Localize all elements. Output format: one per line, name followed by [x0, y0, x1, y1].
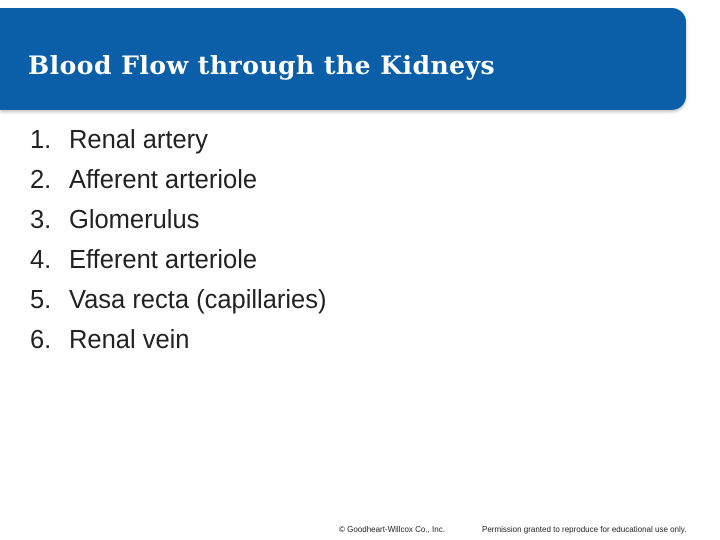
list-item-number: 4.: [30, 246, 52, 274]
list-item-number: 2.: [30, 166, 52, 194]
list-item-number: 1.: [30, 126, 52, 154]
list-item-number: 3.: [30, 206, 52, 234]
list-item-text: Efferent arteriole: [69, 246, 258, 274]
list-item-text: Renal artery: [69, 126, 208, 154]
list-item-text: Afferent arteriole: [69, 166, 258, 194]
title-banner: [0, 8, 686, 110]
list-item-number: 6.: [30, 326, 52, 354]
list-item-text: Glomerulus: [69, 206, 200, 234]
list-item-text: Renal vein: [69, 326, 190, 354]
footer-copyright: © Goodheart-Willcox Co., Inc.: [339, 525, 445, 534]
list-item-number: 5.: [30, 286, 52, 314]
footer-permission: Permission granted to reproduce for educational use only.: [482, 525, 687, 534]
list-item-text: Vasa recta (capillaries): [69, 286, 327, 314]
slide-title: Blood Flow through the Kidneys: [28, 51, 496, 80]
